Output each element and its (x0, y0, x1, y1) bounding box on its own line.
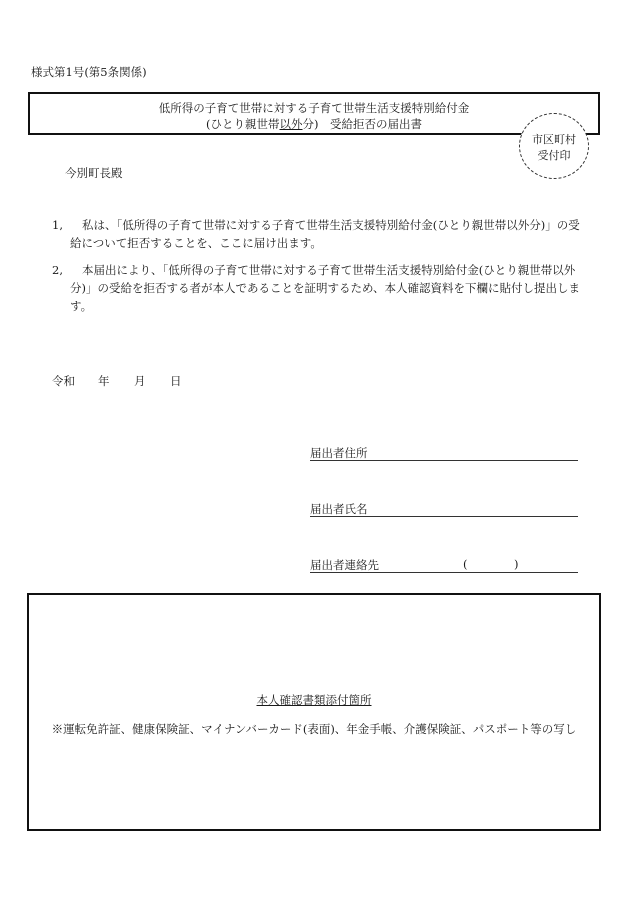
document-title-box (28, 92, 600, 135)
stamp-line2: 受付印 (537, 149, 571, 162)
id-attachment-title-text: 本人確認書類添付箇所 (256, 693, 372, 707)
title-line2-pre: (ひとり親世帯 (206, 117, 280, 131)
addressee: 今別町長殿 (65, 166, 123, 180)
id-document-attachment-box (27, 593, 601, 831)
date-year: 年 (98, 374, 110, 388)
id-attachment-note: ※運転免許証、健康保険証、マイナンバーカード(表面)、年金手帳、介護保険証、パスポート等の写し (51, 722, 577, 736)
name-field[interactable] (310, 501, 578, 517)
statement-item-1 (52, 216, 588, 252)
contact-field[interactable] (310, 557, 578, 573)
date-era: 令和 (52, 374, 75, 388)
statement-item-text: 本届出により、「低所得の子育て世帯に対する子育て世帯生活支援特別給付金(ひとり親世帯以外分)」の受給を拒否する者が本人であることを証明するため、本人確認資料を下欄に貼付し提出します。 (70, 263, 581, 313)
id-attachment-title (29, 692, 599, 708)
address-field-label: 届出者住所 (310, 446, 368, 460)
form-number: 様式第1号(第5条関係) (31, 65, 147, 79)
date-day: 日 (170, 374, 182, 388)
title-line2-underlined: 以外 (279, 117, 303, 131)
date-row (52, 373, 182, 389)
statement-item-number: 2, (52, 263, 63, 277)
title-line2-post: 分) 受給拒否の届出書 (302, 117, 422, 131)
stamp-line1: 市区町村 (532, 133, 576, 146)
document-title-line1: 低所得の子育て世帯に対する子育て世帯生活支援特別給付金 (158, 101, 470, 115)
statement-item-number: 1, (52, 218, 63, 232)
statement-item-text: 私は、「低所得の子育て世帯に対する子育て世帯生活支援特別給付金(ひとり親世帯以外分)」の受給について拒否することを、ここに届け出ます。 (70, 218, 580, 250)
date-month: 月 (134, 374, 146, 388)
contact-field-label: 届出者連絡先 (310, 558, 379, 572)
contact-paren-close: ) (514, 557, 519, 571)
statement-item-2 (52, 261, 588, 315)
address-field[interactable] (310, 445, 578, 461)
reception-stamp-circle (519, 113, 589, 179)
name-field-label: 届出者氏名 (310, 502, 368, 516)
document-title-line2 (30, 116, 598, 132)
contact-paren-open: ( (463, 557, 468, 571)
